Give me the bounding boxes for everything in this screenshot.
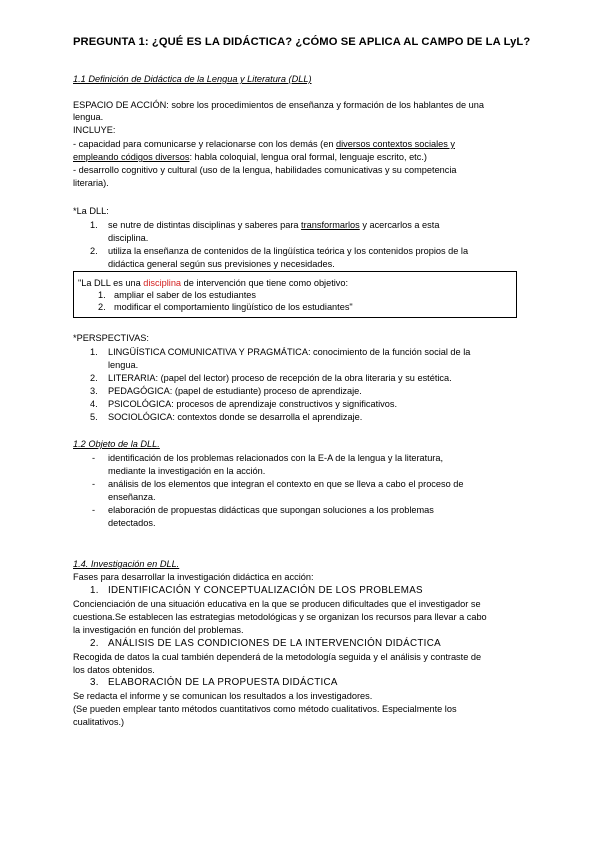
list-number: 2.: [90, 373, 98, 383]
fase-2-title: ANÁLISIS DE LAS CONDICIONES DE LA INTERVENCIÓN DIDÁCTICA: [108, 638, 441, 649]
bullet-dash: -: [92, 505, 96, 515]
list-number: 5.: [90, 412, 98, 422]
fase-1-text-line-2: cuestiona.Se establecen las estrategias metodológicas y se organizan los recursos para llevar a cabo: [73, 612, 487, 622]
text-run: se nutre de distintas disciplinas y saberes para: [108, 220, 302, 230]
section-1-1-heading: 1.1 Definición de Didáctica de la Lengua y Literatura (DLL): [73, 74, 312, 84]
text-run: : habla coloquial, lengua oral formal, lenguaje escrito, etc.): [189, 152, 427, 162]
fases-intro: Fases para desarrollar la investigación didáctica en acción:: [73, 572, 314, 582]
text-run: y acercarlos a esta: [359, 220, 440, 230]
underlined-text: empleando códigos diversos: [73, 152, 190, 162]
list-number: 4.: [90, 399, 98, 409]
objeto-item-1-line-2: mediante la investigación en la acción.: [108, 466, 266, 476]
objeto-item-2-line-2: enseñanza.: [108, 492, 156, 502]
bullet-dash: -: [92, 453, 96, 463]
dll-item-2-line-2: didáctica general según sus previsiones y necesidades.: [108, 259, 335, 269]
fase-2-text-line-1: Recogida de datos la cual también dependerá de la metodología seguida y el análisis y contraste de: [73, 652, 482, 662]
perspectivas-label: *PERSPECTIVAS:: [73, 333, 149, 343]
fase-1-title: IDENTIFICACIÓN Y CONCEPTUALIZACIÓN DE LOS PROBLEMAS: [108, 585, 423, 596]
list-number: 1.: [98, 290, 106, 300]
list-number: 3.: [90, 386, 98, 396]
list-number: 2.: [90, 638, 99, 649]
fase-1-text-line-3: la investigación en función del problemas.: [73, 625, 244, 635]
bullet-dash: -: [92, 479, 96, 489]
quote-box-item-2: modificar el comportamiento lingüístico de los estudiantes": [114, 302, 353, 312]
la-dll-label: *La DLL:: [73, 206, 109, 216]
text-run: de intervención que tiene como objetivo:: [181, 278, 349, 288]
perspectiva-2: LITERARIA: (papel del lector) proceso de recepción de la obra literaria y su estética.: [108, 373, 452, 383]
incluye-item-1-line-1: [73, 139, 455, 150]
underlined-text: diversos contextos sociales y: [336, 139, 455, 149]
perspectiva-3: PEDAGÓGICA: (papel de estudiante) proceso de aprendizaje.: [108, 386, 362, 396]
perspectiva-5: SOCIOLÓGICA: contextos donde se desarrolla el aprendizaje.: [108, 412, 363, 422]
fase-3-title: ELABORACIÓN DE LA PROPUESTA DIDÁCTICA: [108, 677, 338, 688]
objeto-item-3-line-1: elaboración de propuestas didácticas que supongan soluciones a los problemas: [108, 505, 434, 515]
list-number: 1.: [90, 347, 98, 357]
objeto-item-3-line-2: detectados.: [108, 518, 156, 528]
dll-item-1-line-1: [108, 220, 439, 231]
perspectiva-1-line-1: LINGÜÍSTICA COMUNICATIVA Y PRAGMÁTICA: conocimiento de la función social de la: [108, 347, 471, 357]
fase-1-text-line-1: Concienciación de una situación educativa en la que se producen dificultades que el investigador se: [73, 599, 481, 609]
quote-box-intro: [78, 278, 348, 289]
section-1-2-heading: 1.2 Objeto de la DLL.: [73, 439, 160, 449]
incluye-item-2-line-1: - desarrollo cognitivo y cultural (uso de la lengua, habilidades comunicativas y su competencia: [73, 165, 457, 175]
fase-3-text-line-3: cualitativos.): [73, 717, 125, 727]
list-number: 2.: [98, 302, 106, 312]
quote-box-item-1: ampliar el saber de los estudiantes: [114, 290, 256, 300]
fase-3-text-line-2: (Se pueden emplear tanto métodos cuantitativos como método cualitativos. Especialmente los: [73, 704, 457, 714]
dll-item-1-line-2: disciplina.: [108, 233, 149, 243]
underlined-text: transformarlos: [301, 220, 360, 230]
objeto-item-1-line-1: identificación de los problemas relacionados con la E-A de la lengua y la literatura,: [108, 453, 444, 463]
list-number: 1.: [90, 585, 99, 596]
text-run: - capacidad para comunicarse y relacionarse con los demás (en: [73, 139, 336, 149]
incluye-label: INCLUYE:: [73, 125, 116, 135]
perspectiva-1-line-2: lengua.: [108, 360, 139, 370]
dll-item-2-line-1: utiliza la enseñanza de contenidos de la lingüística teórica y los contenidos propios de la: [108, 246, 469, 256]
incluye-item-2-line-2: literaria).: [73, 178, 109, 188]
list-number: 2.: [90, 246, 98, 256]
section-1-4-heading: 1.4. Investigación en DLL.: [73, 559, 180, 569]
page-title: PREGUNTA 1: ¿QUÉ ES LA DIDÁCTICA? ¿CÓMO SE APLICA AL CAMPO DE LA LyL?: [73, 36, 531, 48]
list-number: 3.: [90, 677, 99, 688]
perspectiva-4: PSICOLÓGICA: procesos de aprendizaje constructivos y significativos.: [108, 399, 398, 409]
objeto-item-2-line-1: análisis de los elementos que integran el contexto en que se lleva a cabo el proceso de: [108, 479, 464, 489]
espacio-line-1: ESPACIO DE ACCIÓN: sobre los procedimientos de enseñanza y formación de los hablantes de una: [73, 100, 484, 110]
fase-3-text-line-1: Se redacta el informe y se comunican los resultados a los investigadores.: [73, 691, 373, 701]
espacio-line-2: lengua.: [73, 112, 104, 122]
fase-2-text-line-2: los datos obtenidos.: [73, 665, 155, 675]
text-run: "La DLL es una: [78, 278, 144, 288]
highlighted-word: disciplina: [143, 278, 182, 288]
incluye-item-1-line-2: [73, 152, 427, 163]
list-number: 1.: [90, 220, 98, 230]
